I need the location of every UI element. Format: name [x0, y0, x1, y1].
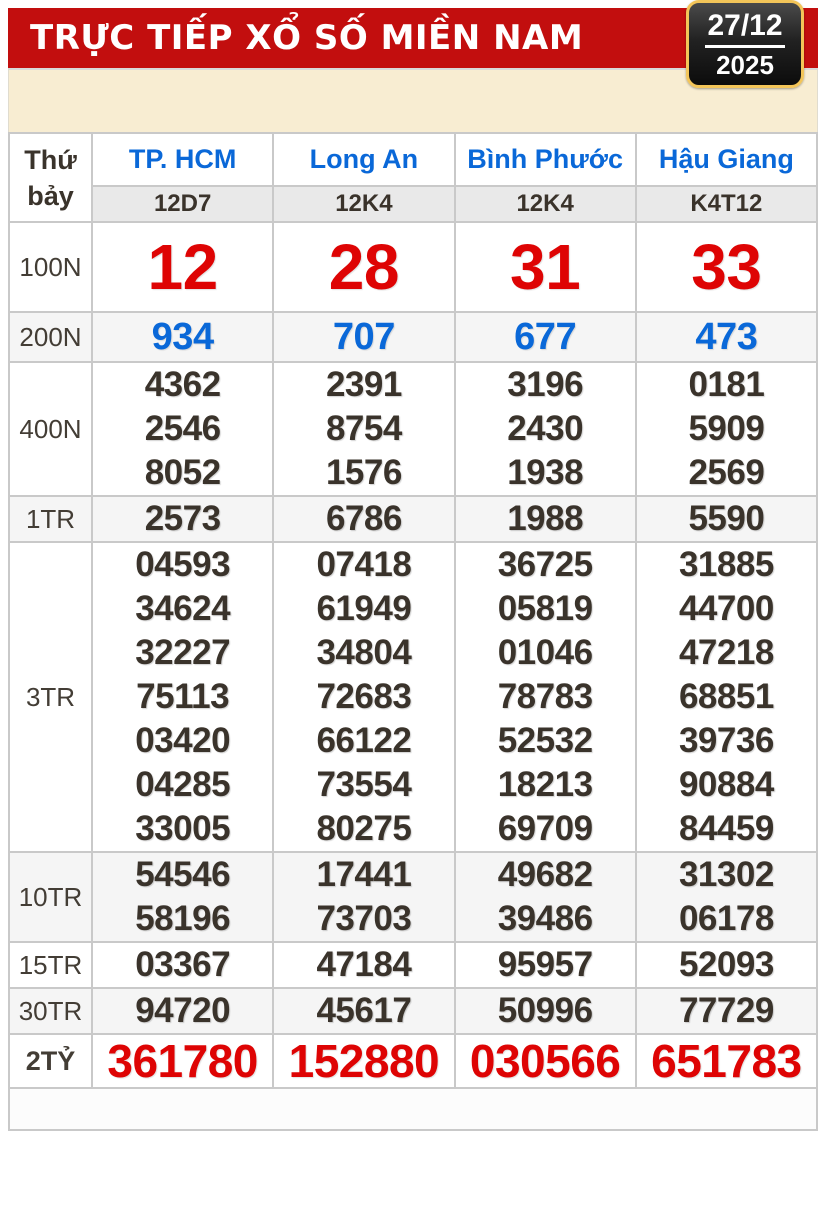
prize-number: 78783 — [497, 677, 593, 716]
prize-number: 2569 — [688, 453, 765, 492]
prize-number: 934 — [151, 316, 214, 358]
prize-number: 8052 — [144, 453, 221, 492]
prize-number: 12 — [147, 231, 218, 303]
prize-numbers-cell — [636, 496, 817, 542]
prize-numbers-cell — [636, 362, 817, 496]
prize-number: 17441 — [316, 855, 412, 894]
prize-number: 04593 — [135, 545, 231, 584]
prize-number: 2391 — [325, 365, 402, 404]
prize-tier-label: 100N — [9, 222, 92, 312]
prize-number: 73554 — [316, 765, 412, 804]
prize-number: 030566 — [469, 1035, 621, 1087]
province-header[interactable]: TP. HCM — [92, 133, 273, 186]
prize-number: 36725 — [497, 545, 593, 584]
prize-numbers-cell — [273, 542, 454, 852]
prize-numbers-cell — [92, 312, 273, 362]
prize-number: 2573 — [144, 499, 221, 538]
prize-numbers-cell — [636, 942, 817, 988]
prize-number: 90884 — [678, 765, 774, 804]
prize-number: 33005 — [135, 809, 231, 848]
prize-numbers-cell — [273, 942, 454, 988]
prize-number: 84459 — [678, 809, 774, 848]
prize-numbers-cell — [92, 988, 273, 1034]
prize-number: 1576 — [325, 453, 402, 492]
prize-number: 5590 — [688, 499, 765, 538]
prize-numbers-cell — [455, 1034, 636, 1088]
draw-date-year: 2025 — [716, 50, 774, 80]
prize-number: 73703 — [316, 899, 412, 938]
prize-number: 80275 — [316, 809, 412, 848]
prize-numbers-cell — [455, 312, 636, 362]
prize-number: 31302 — [678, 855, 774, 894]
prize-numbers-cell — [273, 362, 454, 496]
prize-row — [9, 496, 817, 542]
prize-number: 0181 — [688, 365, 765, 404]
prize-row — [9, 312, 817, 362]
prize-numbers-cell — [455, 222, 636, 312]
prize-number: 1988 — [507, 499, 584, 538]
prize-tier-label: 3TR — [9, 542, 92, 852]
prize-number: 05819 — [497, 589, 593, 628]
prize-numbers-cell — [273, 496, 454, 542]
prize-number: 66122 — [316, 721, 412, 760]
prize-number: 152880 — [288, 1035, 440, 1087]
prize-number: 77729 — [678, 991, 774, 1030]
prize-tier-label: 400N — [9, 362, 92, 496]
footer-row — [9, 1088, 817, 1130]
weekday-label: Thứ bảy — [9, 133, 92, 222]
prize-number: 2430 — [507, 409, 584, 448]
prize-numbers-cell — [455, 542, 636, 852]
prize-numbers-cell — [455, 942, 636, 988]
prize-number: 32227 — [135, 633, 231, 672]
prize-number: 95957 — [497, 945, 593, 984]
prize-number: 4362 — [144, 365, 221, 404]
prize-number: 44700 — [678, 589, 774, 628]
prize-number: 651783 — [651, 1035, 802, 1087]
prize-row — [9, 542, 817, 852]
province-header[interactable]: Hậu Giang — [636, 133, 817, 186]
prize-number: 03420 — [135, 721, 231, 760]
prize-number: 94720 — [135, 991, 231, 1030]
prize-number: 07418 — [316, 545, 412, 584]
prize-number: 72683 — [316, 677, 412, 716]
prize-row — [9, 852, 817, 942]
prize-numbers-cell — [273, 312, 454, 362]
prize-row — [9, 942, 817, 988]
prize-numbers-cell — [455, 852, 636, 942]
prize-tier-label: 200N — [9, 312, 92, 362]
prize-numbers-cell — [273, 988, 454, 1034]
prize-number: 45617 — [316, 991, 412, 1030]
prize-numbers-cell — [92, 496, 273, 542]
prize-number: 61949 — [316, 589, 412, 628]
prize-tier-label: 30TR — [9, 988, 92, 1034]
prize-numbers-cell — [455, 496, 636, 542]
draw-code: K4T12 — [636, 186, 817, 222]
draw-code: 12K4 — [455, 186, 636, 222]
prize-numbers-cell — [455, 362, 636, 496]
page-container — [8, 8, 818, 1131]
page-title: TRỰC TIẾP XỔ SỐ MIỀN NAM — [30, 18, 584, 58]
prize-numbers-cell — [92, 1034, 273, 1088]
prize-number: 28 — [328, 231, 399, 303]
prize-numbers-cell — [92, 222, 273, 312]
prize-number: 31 — [510, 231, 581, 303]
prize-number: 18213 — [497, 765, 593, 804]
prize-numbers-cell — [455, 988, 636, 1034]
prize-numbers-cell — [273, 222, 454, 312]
prize-number: 33 — [691, 231, 762, 303]
draw-code: 12K4 — [273, 186, 454, 222]
prize-number: 04285 — [135, 765, 231, 804]
prize-number: 39486 — [497, 899, 593, 938]
prize-number: 5909 — [688, 409, 765, 448]
province-header[interactable]: Long An — [273, 133, 454, 186]
prize-number: 06178 — [678, 899, 774, 938]
prize-number: 707 — [332, 316, 395, 358]
prize-number: 3196 — [507, 365, 584, 404]
draw-code-row — [9, 186, 817, 222]
prize-number: 49682 — [497, 855, 593, 894]
prize-tier-label: 10TR — [9, 852, 92, 942]
prize-number: 1938 — [507, 453, 584, 492]
prize-numbers-cell — [636, 1034, 817, 1088]
prize-number: 52532 — [497, 721, 593, 760]
prize-number: 50996 — [497, 991, 593, 1030]
province-header-row — [9, 133, 817, 186]
prize-number: 69709 — [497, 809, 593, 848]
prize-number: 01046 — [497, 633, 593, 672]
prize-tier-label: 1TR — [9, 496, 92, 542]
prize-numbers-cell — [636, 542, 817, 852]
prize-numbers-cell — [92, 942, 273, 988]
province-header[interactable]: Bình Phước — [455, 133, 636, 186]
results-table — [8, 132, 818, 1131]
prize-number: 75113 — [136, 677, 230, 716]
prize-tier-label: 15TR — [9, 942, 92, 988]
prize-numbers-cell — [92, 542, 273, 852]
draw-code: 12D7 — [92, 186, 273, 222]
prize-number: 47184 — [316, 945, 412, 984]
prize-numbers-cell — [92, 362, 273, 496]
prize-number: 34624 — [135, 589, 231, 628]
prize-numbers-cell — [636, 852, 817, 942]
prize-number: 03367 — [135, 945, 231, 984]
prize-numbers-cell — [273, 1034, 454, 1088]
prize-numbers-cell — [92, 852, 273, 942]
draw-date-day-month: 27/12 — [705, 9, 784, 48]
prize-number: 361780 — [107, 1035, 258, 1087]
prize-number: 39736 — [678, 721, 774, 760]
prize-number: 8754 — [325, 409, 402, 448]
prize-numbers-cell — [636, 222, 817, 312]
prize-row — [9, 988, 817, 1034]
prize-number: 58196 — [135, 899, 231, 938]
prize-row — [9, 222, 817, 312]
prize-number: 6786 — [325, 499, 402, 538]
footer-cell — [9, 1088, 817, 1130]
prize-tier-label: 2TỶ — [9, 1034, 92, 1088]
prize-row — [9, 362, 817, 496]
prize-number: 54546 — [135, 855, 231, 894]
prize-number: 52093 — [678, 945, 774, 984]
prize-number: 47218 — [678, 633, 774, 672]
prize-numbers-cell — [636, 312, 817, 362]
prize-number: 677 — [514, 316, 577, 358]
prize-number: 473 — [695, 316, 758, 358]
live-results-banner — [8, 8, 818, 80]
prize-row — [9, 1034, 817, 1088]
prize-numbers-cell — [636, 988, 817, 1034]
prize-number: 34804 — [316, 633, 412, 672]
prize-number: 2546 — [144, 409, 221, 448]
prize-numbers-cell — [273, 852, 454, 942]
draw-date-badge — [686, 0, 804, 88]
prize-number: 68851 — [678, 677, 774, 716]
prize-number: 31885 — [678, 545, 774, 584]
